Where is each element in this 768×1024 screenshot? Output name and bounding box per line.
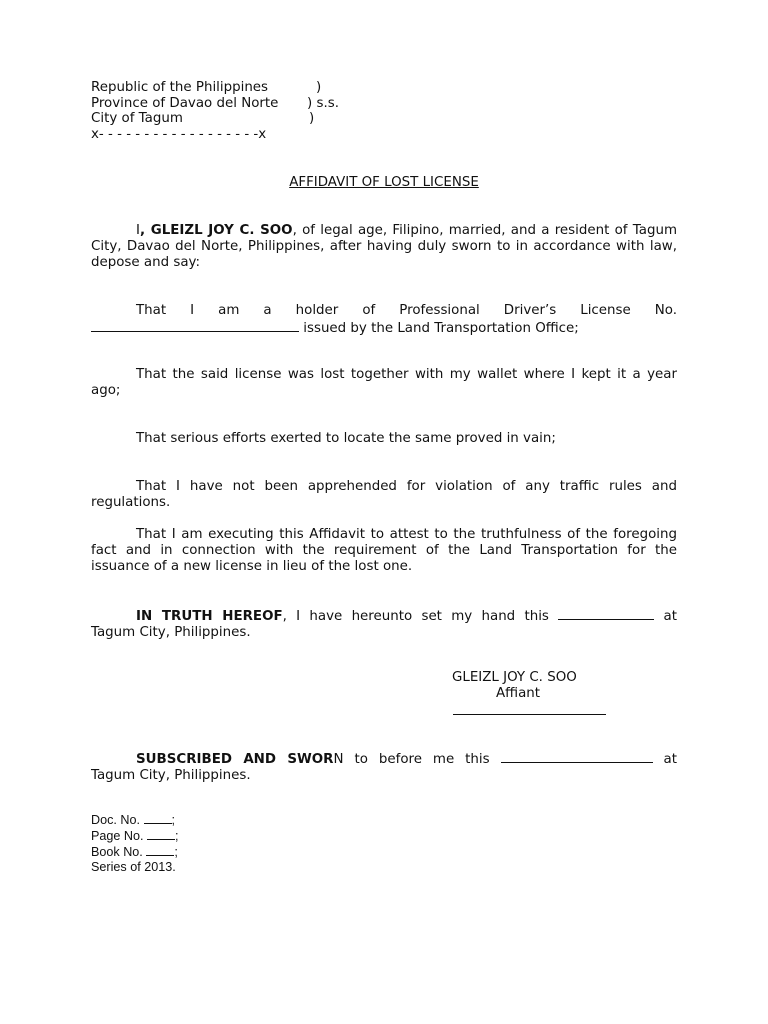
paragraph-license-holder — [91, 303, 677, 337]
intro-paragraph — [91, 223, 677, 271]
venue-republic-bracket: ) — [316, 80, 322, 95]
doc-no-label: Doc. No. — [91, 813, 140, 827]
in-truth-bold: IN TRUTH HEREOF — [136, 609, 283, 624]
doc-no-row: Doc. No. ; — [91, 813, 175, 827]
date-blank — [558, 607, 654, 620]
paragraph-lost — [91, 367, 677, 399]
venue-province: Province of Davao del Norte — [91, 95, 279, 111]
signatory-name: GLEIZL JOY C. SOO — [452, 670, 577, 685]
venue-row-province — [91, 95, 339, 112]
venue-province-bracket: ) s.s. — [307, 95, 339, 111]
intro-text: , of legal age, Filipino, married, and a resident of Tagum City, Davao del Norte, Philippines, after having duly sworn to in accordance with law, depose and say: — [91, 223, 677, 270]
paragraph-subscribed — [91, 750, 677, 784]
paragraph-not-apprehended — [91, 479, 677, 511]
subscribed-bold: SUBSCRIBED AND SWOR — [136, 752, 334, 767]
signature-line — [453, 714, 606, 715]
apprehended-text: That I have not been apprehended for violation of any traffic rules and regulations. — [91, 479, 677, 510]
venue-row-republic — [91, 80, 322, 96]
venue-row-city — [91, 111, 315, 127]
doc-no-blank — [144, 812, 172, 824]
license-line1: That I am a holder of Professional Driver’s License No. — [136, 303, 677, 318]
efforts-text: That serious efforts exerted to locate the same proved in vain; — [136, 431, 556, 446]
venue-city: City of Tagum — [91, 111, 183, 126]
paragraph-in-truth — [91, 607, 677, 641]
paragraph-executing — [91, 527, 677, 575]
subscribed-place: Tagum City, Philippines. — [91, 768, 251, 783]
book-no-row: Book No. ; — [91, 845, 178, 859]
subscribed-at: at — [663, 752, 678, 767]
executing-text: That I am executing this Affidavit to attest to the truthfulness of the foregoing fact and in connection with the requirement of the Land Transportation for the issuance of a new license in lieu of the lost one. — [91, 527, 677, 574]
affiant-name-bold: , GLEIZL JOY C. SOO — [139, 223, 293, 238]
in-truth-at: at — [663, 609, 678, 624]
series-row: Series of 2013. — [91, 860, 176, 874]
book-no-blank — [146, 844, 174, 856]
page-no-label: Page No. — [91, 829, 144, 843]
intro-lead: I — [136, 223, 140, 238]
signatory-role: Affiant — [496, 686, 541, 701]
in-truth-place: Tagum City, Philippines. — [91, 625, 251, 640]
lost-text: That the said license was lost together with my wallet where I kept it a year ago; — [91, 367, 677, 398]
in-truth-text: , I have hereunto set my hand this — [282, 609, 549, 624]
document-title: AFFIDAVIT OF LOST LICENSE — [289, 175, 479, 190]
subscribed-bold-tail: N — [333, 752, 344, 767]
signature-block — [452, 670, 577, 702]
page-no-row: Page No. ; — [91, 829, 179, 843]
subscribed-text: to before me this — [354, 752, 490, 767]
venue-republic: Republic of the Philippines — [91, 80, 269, 95]
license-number-blank — [91, 319, 299, 332]
venue-separator: x- - - - - - - - - - - - - - - - - -x — [91, 126, 267, 142]
notarial-register — [91, 812, 179, 875]
license-line2: issued by the Land Transportation Office; — [303, 321, 579, 336]
paragraph-efforts — [91, 431, 677, 447]
page-no-blank — [147, 828, 175, 840]
sworn-date-blank — [501, 750, 653, 763]
book-no-label: Book No. — [91, 845, 143, 859]
venue-block — [91, 80, 339, 142]
venue-city-bracket: ) — [309, 111, 315, 126]
